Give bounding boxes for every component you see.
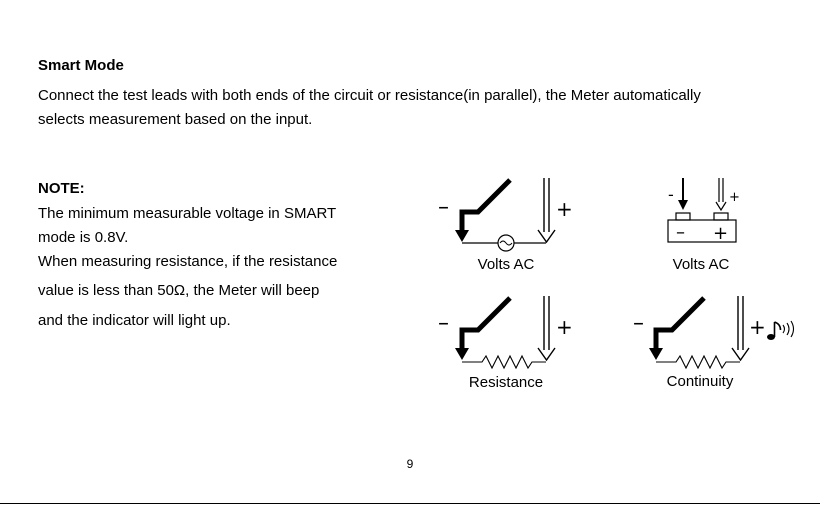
volts-dc-diagram (668, 178, 740, 244)
volts-dc-label: Volts AC (672, 256, 730, 273)
note-line-5: and the indicator will light up. (38, 312, 231, 329)
red-probe-arrow-icon (716, 202, 726, 210)
plus-sign: + (556, 315, 573, 339)
resistance-label: Resistance (468, 374, 544, 391)
beep-sound-icon (767, 321, 794, 340)
intro-line-1: Connect the test leads with both ends of the circuit or resistance(in parallel), the Meter automatically (38, 87, 701, 104)
intro-line-2: selects measurement based on the input. (38, 111, 313, 128)
resistor-icon (462, 356, 546, 368)
resistance-diagram (438, 296, 573, 368)
red-probe-arrow-icon (538, 348, 555, 360)
black-probe-icon (462, 298, 510, 350)
battery-plus-sign: + (713, 223, 729, 244)
small-plus-sign: + (729, 190, 740, 205)
volts-ac-diagram (438, 178, 573, 251)
battery-terminal-icon (676, 213, 690, 220)
note-line-3: When measuring resistance, if the resistance (38, 253, 338, 270)
note-line-2: mode is 0.8V. (38, 229, 129, 246)
minus-sign: – (633, 311, 644, 336)
note-line-4: value is less than 50Ω, the Meter will beep (38, 282, 320, 299)
plus-sign: + (749, 315, 766, 339)
plus-sign: + (556, 197, 573, 221)
note-line-1: The minimum measurable voltage in SMART (38, 205, 337, 222)
minus-sign: – (438, 195, 449, 220)
page-bottom-rule (0, 503, 820, 504)
battery-minus-sign: – (676, 222, 685, 243)
red-probe-arrow-icon (538, 230, 555, 242)
ac-wave-icon (500, 241, 512, 245)
black-probe-arrow-icon (455, 348, 469, 360)
black-probe-icon (656, 298, 704, 350)
battery-terminal-icon (714, 213, 728, 220)
note-title: NOTE: (38, 180, 85, 197)
black-probe-arrow-icon (678, 200, 688, 210)
resistor-icon (656, 356, 740, 368)
small-minus-sign: - (668, 185, 674, 204)
minus-sign: – (438, 311, 449, 336)
red-probe-arrow-icon (732, 348, 749, 360)
black-probe-icon (462, 180, 510, 232)
black-probe-arrow-icon (455, 230, 469, 242)
volts-ac-label: Volts AC (477, 256, 535, 273)
continuity-diagram (633, 296, 794, 368)
page-number: 9 (406, 457, 414, 471)
continuity-label: Continuity (666, 373, 734, 390)
black-probe-arrow-icon (649, 348, 663, 360)
section-title: Smart Mode (38, 57, 124, 74)
